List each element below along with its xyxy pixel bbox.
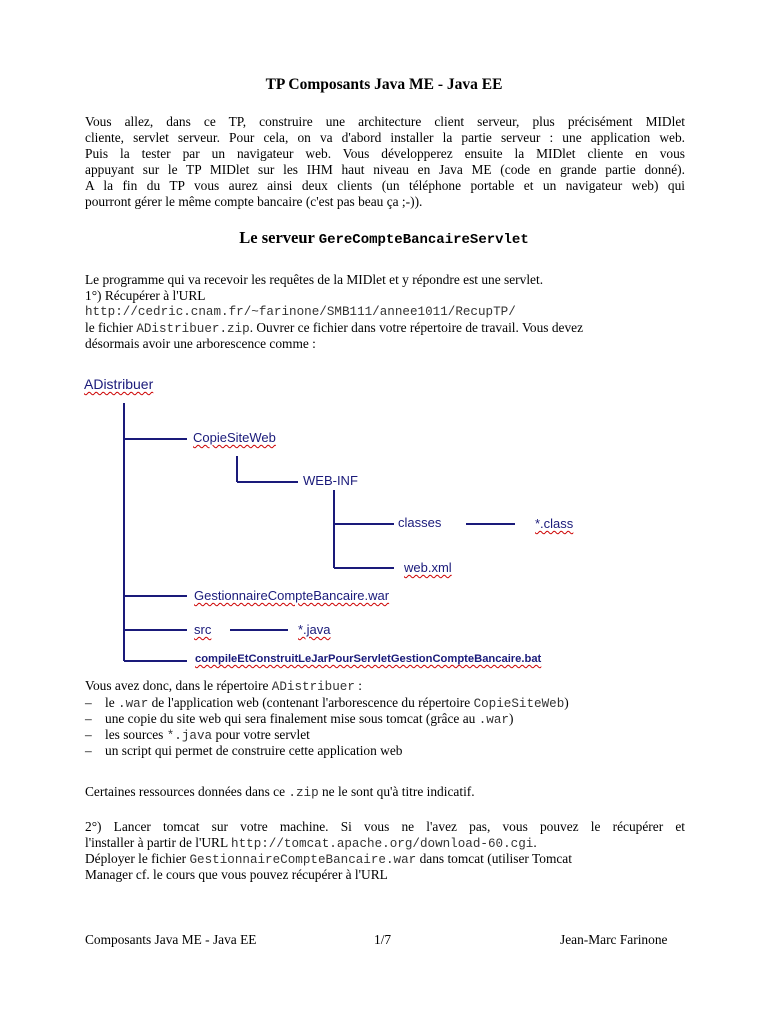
summary-list: [85, 695, 685, 759]
intro-line: appuyant sur le TP MIDlet sur les IHM haut niveau en Java ME (code en grande partie donné).: [85, 162, 685, 177]
code-dir-name: ADistribuer: [271, 680, 355, 694]
code: .zip: [288, 786, 319, 800]
list-dash: –: [85, 695, 92, 710]
text: Déployer le fichier: [85, 851, 190, 866]
text: ne le sont qu'à titre indicatif.: [318, 784, 475, 799]
intro-line: cliente, servlet serveur. Pour cela, on va d'abord installer la partie serveur : une application web.: [85, 130, 685, 145]
tree-node-java-files: *.java: [298, 622, 331, 637]
text: une copie du site web qui sera finalement mise sous tomcat (grâce au: [105, 711, 479, 726]
text: ): [564, 695, 569, 710]
section-heading-code: GereCompteBancaireServlet: [318, 232, 529, 248]
recup-url: http://cedric.cnam.fr/~farinone/SMB111/annee1011/RecupTP/: [85, 305, 516, 319]
intro-line: Puis la tester par un navigateur web. Vous développerez ensuite la MIDlet cliente en vous: [85, 146, 685, 161]
text: Vous avez donc, dans le répertoire: [85, 678, 272, 693]
text: de l'application web (contenant l'arborescence du répertoire: [148, 695, 474, 710]
list-item: [85, 743, 685, 759]
list-item: [85, 727, 685, 743]
step2-line: [85, 835, 685, 851]
tree-node-classes: classes: [398, 515, 442, 530]
footer-page-number: 1/7: [374, 932, 392, 947]
tree-node-web-inf: WEB-INF: [303, 473, 358, 488]
text: un script qui permet de construire cette application web: [105, 743, 403, 758]
section-heading: [0, 228, 768, 248]
list-item: [85, 711, 685, 727]
text: Certaines ressources données dans ce: [85, 784, 289, 799]
step1-line: Le programme qui va recevoir les requêtes de la MIDlet et y répondre est une servlet.: [85, 272, 544, 287]
text: . Ouvrer ce fichier dans votre répertoire de travail. Vous devez: [249, 320, 584, 335]
step2-paragraph: [85, 819, 685, 883]
footer-left: Composants Java ME - Java EE: [85, 932, 257, 947]
text: le fichier: [85, 320, 137, 335]
resources-line: [85, 784, 685, 800]
resources-paragraph: [85, 784, 685, 800]
list-item: [85, 695, 685, 711]
summary-intro: [85, 678, 685, 694]
tree-lines: [0, 370, 768, 670]
list-dash: –: [85, 743, 92, 758]
section-heading-prefix: Le serveur: [239, 228, 319, 247]
step1-line: désormais avoir une arborescence comme :: [85, 336, 316, 351]
page-title: TP Composants Java ME - Java EE: [265, 76, 503, 93]
tree-node-bat-script: compileEtConstruitLeJarPourServletGestionCompteBancaire.bat: [195, 653, 542, 665]
code-zip-name: ADistribuer.zip: [136, 322, 250, 336]
summary-paragraph: [85, 678, 685, 694]
tree-node-web-xml: web.xml: [404, 560, 452, 575]
list-dash: –: [85, 727, 92, 742]
code: CopieSiteWeb: [473, 697, 565, 711]
text: le: [105, 695, 119, 710]
intro-line: pourront gérer le même compte bancaire (c'est pas beau ça ;-)).: [85, 194, 423, 209]
step2-line: [85, 851, 685, 867]
step1-paragraph: [85, 272, 685, 352]
step2-line: Manager cf. le cours que vous pouvez récupérer à l'URL: [85, 867, 388, 882]
tree-node-class-files: *.class: [535, 516, 574, 531]
footer-author: Jean-Marc Farinone: [560, 932, 668, 947]
code: *.java: [166, 729, 213, 743]
text: les sources: [105, 727, 167, 742]
code: .war: [118, 697, 149, 711]
text: :: [354, 678, 362, 693]
code: .war: [478, 713, 509, 727]
step1-line: 1°) Récupérer à l'URL: [85, 288, 206, 303]
text: l'installer à partir de l'URL: [85, 835, 232, 850]
step1-line: [85, 320, 685, 336]
intro-line: A la fin du TP vous aurez ainsi deux clients (un téléphone portable et un navigateur web) qui: [85, 178, 685, 193]
text: ): [508, 711, 514, 726]
text: dans tomcat (utiliser Tomcat: [416, 851, 572, 866]
tree-node-copie-site-web: CopieSiteWeb: [193, 430, 276, 445]
tree-node-src: src: [194, 622, 212, 637]
intro-paragraph: [85, 114, 685, 210]
directory-tree-diagram: [0, 370, 768, 670]
code: GestionnaireCompteBancaire.war: [189, 853, 417, 867]
step2-line: 2°) Lancer tomcat sur votre machine. Si vous ne l'avez pas, vous pouvez le récupérer et: [85, 819, 685, 834]
tree-node-root: ADistribuer: [84, 376, 154, 392]
list-dash: –: [85, 711, 92, 726]
text: .: [533, 835, 537, 850]
text: pour votre servlet: [212, 727, 310, 742]
tree-node-war-file: GestionnaireCompteBancaire.war: [194, 588, 390, 603]
tomcat-url: http://tomcat.apache.org/download-60.cgi: [231, 837, 534, 851]
intro-line: Vous allez, dans ce TP, construire une architecture client serveur, plus précisément MIDlet: [85, 114, 685, 129]
